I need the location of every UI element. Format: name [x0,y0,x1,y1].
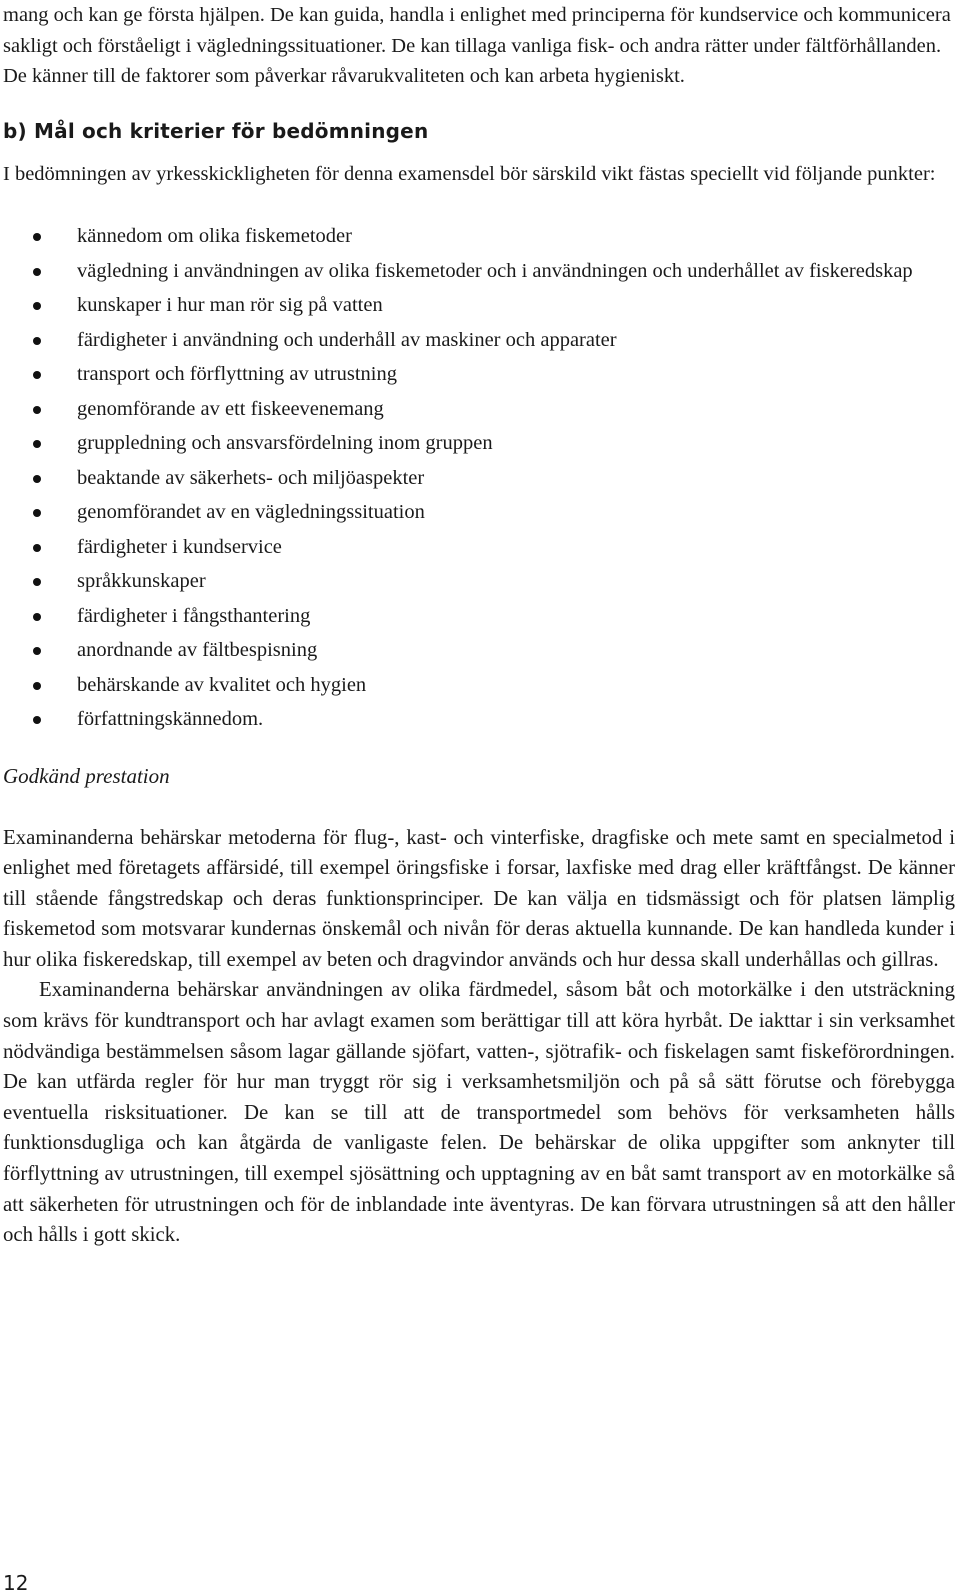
bullet-icon [33,268,41,276]
approved-paragraph-1: Examinanderna behärskar metoderna för flug-, kast- och vinterfiske, dragfiske och mete samt en specialmetod i enlighet med företagets affärsidé, till exempel öringsfiske i forsar, laxfiske med drag eller kräftfångst. De känner till stående fångstredskap och deras funktionsprinciper. De kan välja en tidsmässigt och för platsen lämplig fiskemetod som motsvarar kundernas önskemål och nivån för deras aktuella kunnande. De kan handleda kunder i hur olika fiskeredskap, till exempel av beten och dragvindor används och hur dessa skall underhållas och gillras. [3,825,955,971]
bullet-icon [33,647,41,655]
bullet-icon [33,613,41,621]
lead-paragraph: I bedömningen av yrkesskickligheten för denna examensdel bör särskild vikt fästas speciellt vid följande punkter: [3,162,936,185]
criteria-list [3,221,955,735]
list-item-text: genomförande av ett fiskeevenemang [77,397,384,420]
bullet-icon [33,682,41,690]
list-item-text: språkkunskaper [77,570,206,592]
bullet-icon [33,716,41,724]
list-item [3,670,955,701]
list-item [3,428,955,459]
list-item [3,635,955,666]
list-item [3,566,955,597]
list-item [3,463,955,494]
list-item [3,221,955,252]
list-item [3,601,955,632]
list-item-text: kännedom om olika fiskemetoder [77,225,352,247]
bullet-icon [33,509,41,517]
list-item-text: genomförandet av en vägledningssituation [77,501,425,523]
document-page [3,0,955,1251]
list-item [3,290,955,321]
bullet-icon [33,337,41,345]
list-item-text: anordnande av fältbespisning [77,639,318,661]
section-heading: b) Mål och kriterier för bedömningen [3,118,429,143]
list-item-text: behärskande av kvalitet och hygien [77,673,367,696]
list-item-text: färdigheter i användning och underhåll av maskiner och apparater [77,328,617,351]
list-item-text: färdigheter i kundservice [77,535,282,558]
bullet-icon [33,578,41,586]
bullet-icon [33,544,41,552]
list-item [3,532,955,563]
list-item [3,394,955,425]
bullet-icon [33,406,41,414]
list-item-text: författningskännedom. [77,708,264,730]
list-item [3,325,955,356]
list-item-text: beaktande av säkerhets- och miljöaspekter [77,466,425,489]
list-item-text: vägledning i användningen av olika fiskemetoder och i användningen och underhållet av fiskeredskap [77,259,913,282]
list-item [3,497,955,528]
approved-paragraph-2: Examinanderna behärskar användningen av olika färdmedel, såsom båt och motorkälke i den utsträckning som krävs för kundtransport och har avlagt examen som berättigar till att köra hyrbåt. De iakttar i sin verksamhet nödvändiga bestämmelsen såsom lagar gällande sjöfart, vatten-, sjötrafik- och fiskelagen samt fiskeförordningen. De kan utfärda regler för hur man tryggt rör sig i verksamhetsmiljön och på så sätt förutse och förebygga eventuella risksituationer. De kan se till att de transportmedel som behövs för verksamheten hålls funktionsdugliga och kan åtgärda de vanligaste felen. De behärskar de olika uppgifter som anknyter till förflyttning av utrustningen, till exempel sjösättning och upptagning av en båt samt transport av en motorkälke så att säkerheten för utrustningen och för de inblandade inte äventyras. De kan förvara utrustningen så att den håller och hålls i gott skick. [3,978,955,1247]
list-item-text: gruppledning och ansvarsfördelning inom gruppen [77,432,493,454]
approved-performance-heading: Godkänd prestation [3,763,170,788]
list-item-text: transport och förflyttning av utrustning [77,363,397,385]
intro-paragraph: mang och kan ge första hjälpen. De kan guida, handla i enlighet med principerna för kundservice och kommunicera sakligt och förståeligt i vägledningssituationer. De kan tillaga vanliga fisk- och andra rätter under fältförhållanden. De känner till de faktorer som påverkar råvarukvaliteten och kan arbeta hygieniskt. [3,4,951,87]
list-item [3,704,955,735]
bullet-icon [33,302,41,310]
list-item [3,359,955,390]
bullet-icon [33,371,41,379]
list-item [3,256,955,287]
list-item-text: färdigheter i fångsthantering [77,604,311,627]
page-number: 12 [3,1571,29,1595]
bullet-icon [33,475,41,483]
bullet-icon [33,233,41,241]
bullet-icon [33,440,41,448]
list-item-text: kunskaper i hur man rör sig på vatten [77,294,383,316]
